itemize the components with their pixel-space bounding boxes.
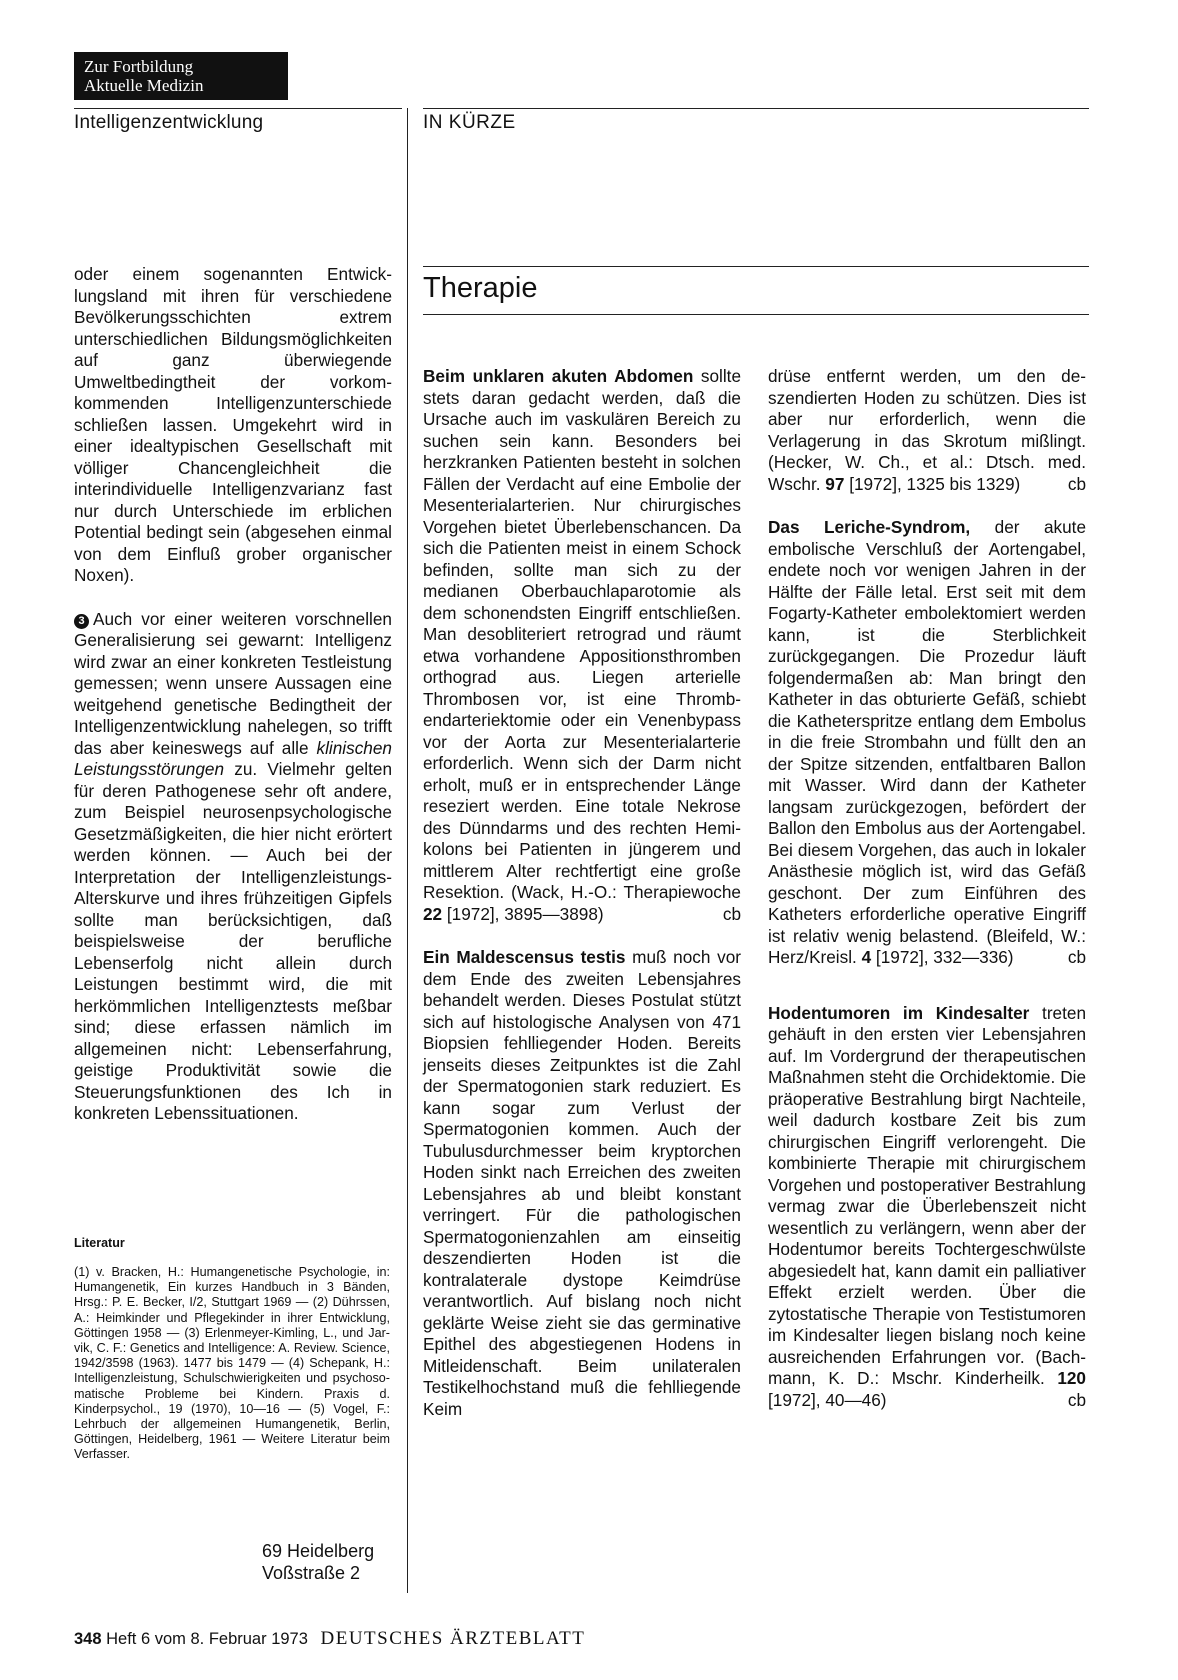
article-maldescensus-continued: drüse entfernt werden, um den deszendierten Hoden zu schützen. Dies ist aber nur erforderlich, wenn die Verlagerung in das Skrotum mißlingt. (Hecker, W. Ch., et al.: Dtsch. med. Wschr. 97 [1972], 1325 bis 1329) cb	[768, 366, 1086, 494]
issue-info: Heft 6 vom 8. Februar 1973	[106, 1630, 308, 1648]
section-rule-top	[423, 266, 1089, 267]
badge-line-1: Zur Fortbildung	[84, 57, 194, 76]
section-title: Therapie	[423, 272, 538, 304]
article-leriche: Das Leriche-Syndrom, der akute embolische Verschluß der Aortengabel, endete noch vor wenigen Jahren in der Hälfte der Fälle letal. Erst seit mit dem Fogarty-Katheter embolektomiert werden kann, ist die Sterblichkeit zurückgegangen. Die Prozedur läuft folgendermaßen ab: Man bringt den Katheter in das obturierte Gefäß, schiebt die Katheterspritze entlang dem Embolus in die freie Strombahn und füllt den an der Spitze sitzenden, entfaltbaren Ballon mit Wasser. Wird dann der Katheter langsam zurückgezogen, befördert der Ballon den Embolus aus der Aortengabel. Bei diesem Vorgehen, das auch in lokaler Anästhesie möglich ist, wird das Gefäß geschont. Der zum Einführen des Katheters erforderliche operative Eingriff ist relativ wenig belastend. (Bleifeld, W.: Herz/Kreisl. 4 [1972], 332—336) cb	[768, 517, 1087, 967]
author-address: 69 Heidelberg Voßstraße 2	[262, 1541, 375, 1583]
right-column	[768, 366, 1086, 1411]
literature-list: (1) v. Bracken, H.: Humangenetische Psychologie, in: Humangenetik, Ein kurzes Handbuch in 3 Bänden, Hrsg.: P. E. Becker, I/2, Stuttgart 1969 — (2) Dührssen, A.: Heimkinder und Pflegekinder in ihrer Entwicklung, Göttingen 1958 — (3) Erlenmeyer-Kimling, L., und Jarvik, C. F.: Genetics and Intelligence: A. Review. Science, 1942/3598 (1963). 1477 bis 1479 — (4) Schepank, H.: Intelligenzleistung, Schulschwierigkeiten und psychosomatische Probleme bei Kindern. Praxis d. Kinderpsychol., 19 (1970), 10—16 — (5) Vogel, F.: Lehrbuch der allgemeinen Humangenetik, Berlin, Göttingen, Heidelberg, 1961 — Weitere Literatur beim Verfasser.	[74, 1265, 390, 1462]
journal-name: DEUTSCHES ÄRZTEBLATT	[320, 1628, 586, 1649]
article-maldescensus: Ein Maldescensus testis muß noch vor dem Ende des zweiten Lebensjahres behandelt werden. Dieses Postulat stützt sich auf histologische Analysen von 471 Biopsien fehlliegender Hoden. Bereits jenseits dieses Zeitpunktes ist die Zahl der Spermatogonien stark reduziert. Es kann sogar zum Verlust der Spermatogonien kommen. Auch der Tubulusdurchmesser beim kryptorchen Hoden sinkt nach Erreichen des zweiten Lebensjahres ab und bleibt konstant verringert. Für die pathologischen Spermatogonienzahlen am einseitig deszendierten Hoden ist die kontralaterale dystope Keimdrüse verantwortlich. Auf bislang noch nicht geklärte Weise zieht sie das germinative Epithel des abgestiegenen Hodens in Mitleidenschaft. Beim unilateralen Testikelhochstand muß die fehlliegende Keim	[423, 947, 741, 1419]
literature-heading: Literatur	[74, 1236, 125, 1250]
running-head-right: IN KÜRZE	[423, 112, 516, 133]
article-abdomen: Beim unklaren akuten Abdomen sollte stets daran gedacht werden, daß die Ursache auch im vaskulären Bereich zu suchen sein kann. Besonders bei herzkranken Patienten besteht in solchen Fällen der Verdacht auf eine Embolie der Mesenterialarterien. Nur chirurgisches Vorgehen bietet Überlebenschancen. Da sich die Patienten meist in einem Schock befinden, sollte man sich zu der medianen Oberbauchlaparotomie als dem schonendsten Eingriff entschließen. Man desobliteriert retrograd und räumt etwa vorhandene Appositionsthromben orthograd aus. Liegen arterielle Thrombosen vor, ist eine Thrombendarteriektomie oder ein Venenbypass vor der Aorta zur Mesenterialarterie erforderlich. Wenn sich der Darm nicht erholt, muß er in entsprechender Länge reseziert werden. Eine totale Nekrose des Dünndarms und des rechten Hemikolons bei Patienten in jüngerem und mittlerem Alter rechtfertigt eine große Resektion. (Wack, H.-O.: Therapiewoche 22 [1972], 3895—3898) cb	[423, 366, 742, 924]
left-column	[74, 264, 392, 1125]
column-divider	[407, 108, 408, 1593]
section-badge	[74, 52, 288, 100]
paragraph: 3 Auch vor einer weiteren vorschnellen Generalisierung sei gewarnt: Intelligenz wird zwar an einer konkreten Testleistung gemessen; wenn unsere Aussagen eine weitgehend genetische Bedingtheit der Intelligenzentwicklung nahelegen, so trifft das aber keineswegs auf alle klinischen Leistungsstörungen zu. Vielmehr gelten für deren Pathogenese sehr oft andere, zum Beispiel neurosenpsychologische Gesetzmäßigkeiten, die hier nicht erörtert werden können. — Auch bei der Interpretation der Intelligenzleistungs-Alterskurve und ihres frühzeitigen Gipfels sollte man berücksichtigen, daß beispielsweise der berufliche Lebenserfolg nicht allein durch Leistungen bestimmt wird, die mit herkömmlichen Intelligenztests meßbar sind; diese erfassen nämlich im allgemeinen nicht: Lebenserfahrung, geistige Produktivität sowie die Steuerungsfunktionen des Ich in konkreten Lebenssituationen.	[74, 608, 392, 1123]
article-hodentumoren: Hodentumoren im Kindesalter treten gehäuft in den ersten vier Lebensjahren auf. Im Vordergrund der therapeutischen Maßnahmen steht die Orchidektomie. Die präoperative Bestrahlung birgt Nachteile, weil dadurch kostbare Zeit bis zum chirurgischen Eingriff verlorengeht. Die kombinierte Therapie mit chirurgischem Vorgehen und postoperativer Bestrahlung vermag zwar die Überlebenszeit nicht wesentlich zu verlängern, wenn aber der Hodentumor bereits Tochtergeschwülste abgesiedelt hat, kann damit ein palliativer Effekt erzielt werden. Über die zytostatische Therapie von Testistumoren im Kindesalter liegen bislang noch keine ausreichenden Erfahrungen vor. (Bachmann, K. D.: Mschr. Kinderheilk. 120 [1972], 40—46) cb	[768, 1002, 1086, 1410]
header-rule-left	[74, 108, 402, 109]
page-footer	[74, 1628, 585, 1650]
middle-column	[423, 366, 741, 1420]
paragraph: oder einem sogenannten Entwicklungsland mit ihren für verschiedene Bevölkerungsschichten extrem unterschiedlichen Bildungsmöglichkeiten auf ganz überwiegende Umweltbedingtheit der vorkomkommenden Intelligenzunterschiede schließen lassen. Umgekehrt wird in einer idealtypischen Gesellschaft mit völliger Chancengleichheit die interindividuelle Intelligenzvarianz fast nur durch Unterschiede im erblichen Potential bedingt sein (abgesehen einmal von dem Einfluß grober organischer Noxen).	[74, 264, 392, 585]
page-number: 348	[74, 1630, 102, 1648]
numbered-bullet-icon: 3	[74, 614, 89, 629]
badge-line-2: Aktuelle Medizin	[84, 76, 204, 95]
section-rule-bottom	[423, 314, 1089, 315]
running-head-left: Intelligenzentwicklung	[74, 112, 264, 133]
header-rule-right	[423, 108, 1089, 109]
